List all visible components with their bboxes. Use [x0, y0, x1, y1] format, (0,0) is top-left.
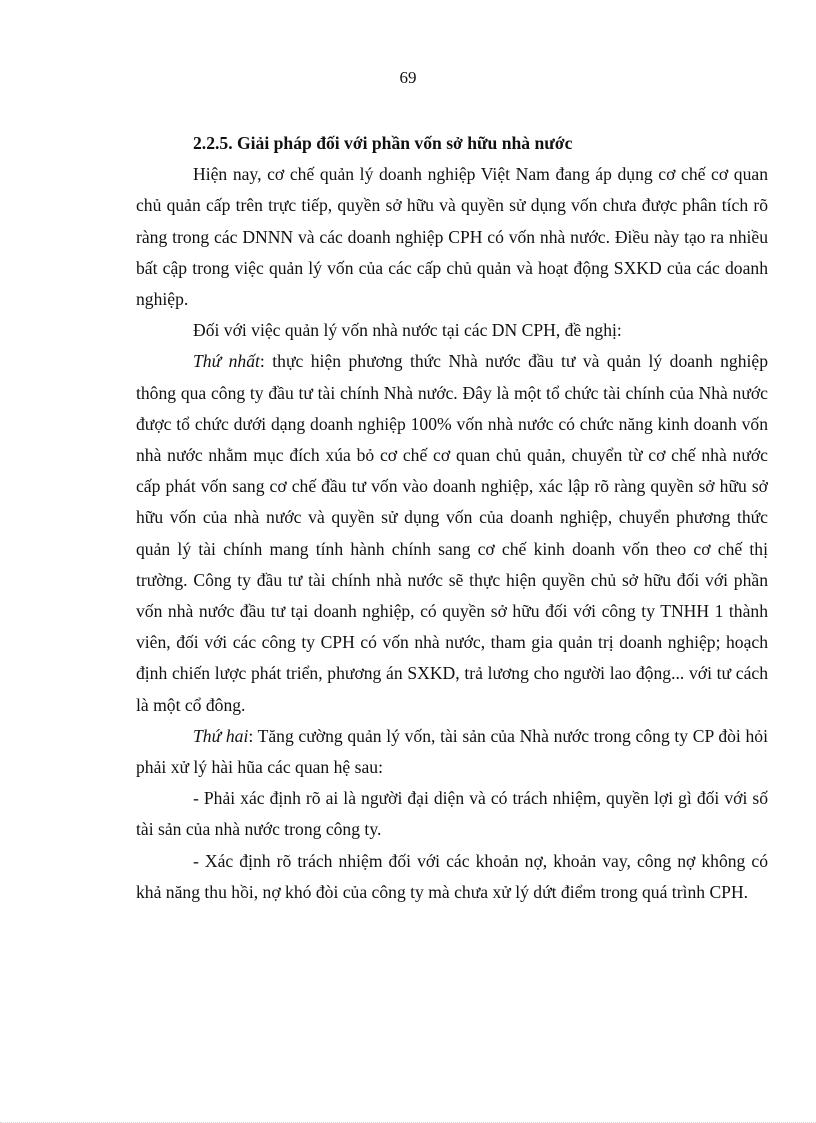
paragraph-text: - Xác định rõ trách nhiệm đối với các khoản nợ, khoản vay, công nợ không có khả năng thu hồi, nợ khó đòi của công ty mà chưa xử lý dứt điểm trong quá trình CPH. [136, 850, 768, 902]
paragraph-bullet-debts [136, 846, 768, 908]
paragraph-text: Đối với việc quản lý vốn nhà nước tại các DN CPH, đề nghị: [193, 320, 622, 341]
paragraph-first-solution [136, 346, 768, 720]
section-heading: 2.2.5. Giải pháp đối với phần vốn sở hữu nhà nước [193, 133, 573, 153]
paragraph-proposal [136, 315, 768, 346]
paragraph-lead: Thứ nhất [193, 351, 260, 372]
paragraph-lead: Thứ hai [193, 725, 249, 746]
document-body [136, 128, 768, 908]
page-number: 69 [399, 68, 417, 87]
paragraph-text: Hiện nay, cơ chế quản lý doanh nghiệp Việt Nam đang áp dụng cơ chế cơ quan chủ quản cấp trên trực tiếp, quyền sở hữu và quyền sử dụng vốn chưa được phân tích rõ ràng trong các DNNN và các doanh nghiệp CPH có vốn nhà nước. Điều này tạo ra nhiều bất cập trong việc quản lý vốn của các cấp chủ quản và hoạt động SXKD của các doanh nghiệp. [136, 164, 768, 310]
paragraph-bullet-representative [136, 783, 768, 845]
paragraph-second-solution [136, 721, 768, 783]
paragraph-text: : thực hiện phương thức Nhà nước đầu tư và quản lý doanh nghiệp thông qua công ty đầu tư tài chính Nhà nước. Đây là một tổ chức tài chính của Nhà nước được tổ chức dưới dạng doanh nghiệp 100% vốn nhà nước có chức năng kinh doanh vốn nhà nước nhằm mục đích xúa bỏ cơ chế cơ quan chủ quản, chuyển từ cơ chế nhà nước cấp phát vốn sang cơ chế đầu tư vốn vào doanh nghiệp, xác lập rõ ràng quyền sở hữu sở hữu vốn của nhà nước và quyền sử dụng vốn của doanh nghiệp, chuyển phương thức quản lý tài chính mang tính hành chính sang cơ chế kinh doanh vốn theo cơ chế thị trường. Công ty đầu tư tài chính nhà nước sẽ thực hiện quyền chủ sở hữu đối với phần vốn nhà nước đầu tư tại doanh nghiệp, có quyền sở hữu đối với công ty TNHH 1 thành viên, đối với các công ty CPH có vốn nhà nước, tham gia quản trị doanh nghiệp; hoạch định chiến lược phát triển, phương án SXKD, trả lương cho người lao động... với tư cách là một cổ đông. [136, 351, 769, 715]
paragraph-text: : Tăng cường quản lý vốn, tài sản của Nhà nước trong công ty CP đòi hỏi phải xử lý hài hũa các quan hệ sau: [136, 725, 768, 778]
paragraph-text: - Phải xác định rõ ai là người đại diện và có trách nhiệm, quyền lợi gì đối với số tài sản của nhà nước trong công ty. [136, 788, 768, 840]
paragraph-intro [136, 159, 768, 315]
